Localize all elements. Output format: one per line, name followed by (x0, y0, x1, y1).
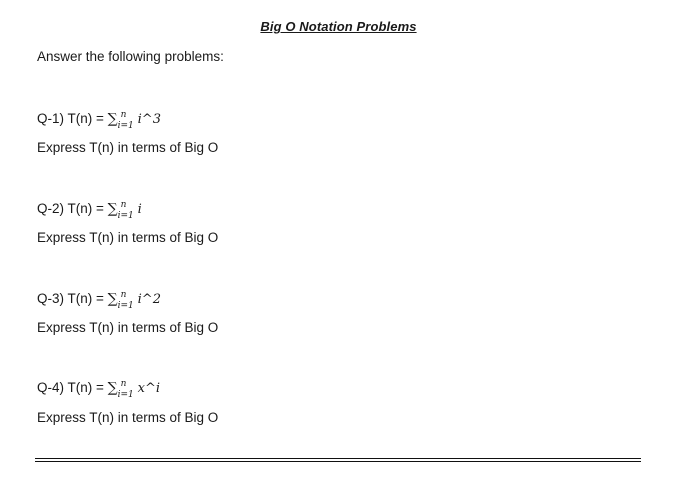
question-4-label: Q-4) T(n) = (37, 380, 108, 395)
summation-lower-limit: i=1 (117, 211, 134, 221)
question-1-label: Q-1) T(n) = (37, 111, 108, 126)
summation-lower-limit: i=1 (117, 121, 134, 131)
question-3-equation (37, 289, 161, 311)
question-2-equation (37, 199, 142, 221)
summation-term: i (137, 202, 142, 217)
question-2-label: Q-2) T(n) = (37, 201, 108, 216)
summation-upper-limit: n (120, 379, 127, 389)
instructions-text: Answer the following problems: (37, 49, 224, 64)
question-2-prompt: Express T(n) in terms of Big O (37, 230, 219, 245)
summation-limits (117, 378, 136, 400)
summation-term: i^3 (137, 112, 161, 127)
question-1-prompt: Express T(n) in terms of Big O (37, 140, 219, 155)
question-4-prompt: Express T(n) in terms of Big O (37, 410, 219, 425)
summation-symbol: ∑ (107, 201, 118, 217)
summation-symbol: ∑ (107, 291, 118, 307)
summation-limits (117, 289, 136, 311)
footer-rule-top (35, 458, 641, 459)
summation-upper-limit: n (120, 110, 127, 120)
document-title: Big O Notation Problems (260, 19, 417, 34)
question-3-prompt: Express T(n) in terms of Big O (37, 320, 219, 335)
summation-upper-limit: n (120, 200, 127, 210)
question-1-equation (37, 109, 161, 131)
summation-limits (117, 199, 136, 221)
summation-term: i^2 (137, 292, 161, 307)
summation-term: x^i (137, 381, 161, 396)
summation-lower-limit: i=1 (117, 301, 134, 311)
summation-limits (117, 109, 136, 131)
question-4-equation (37, 378, 161, 400)
footer-rule-bottom (35, 461, 641, 462)
summation-symbol: ∑ (107, 111, 118, 127)
summation-lower-limit: i=1 (117, 390, 134, 400)
summation-symbol: ∑ (107, 380, 118, 396)
summation-upper-limit: n (120, 290, 127, 300)
question-3-label: Q-3) T(n) = (37, 291, 108, 306)
